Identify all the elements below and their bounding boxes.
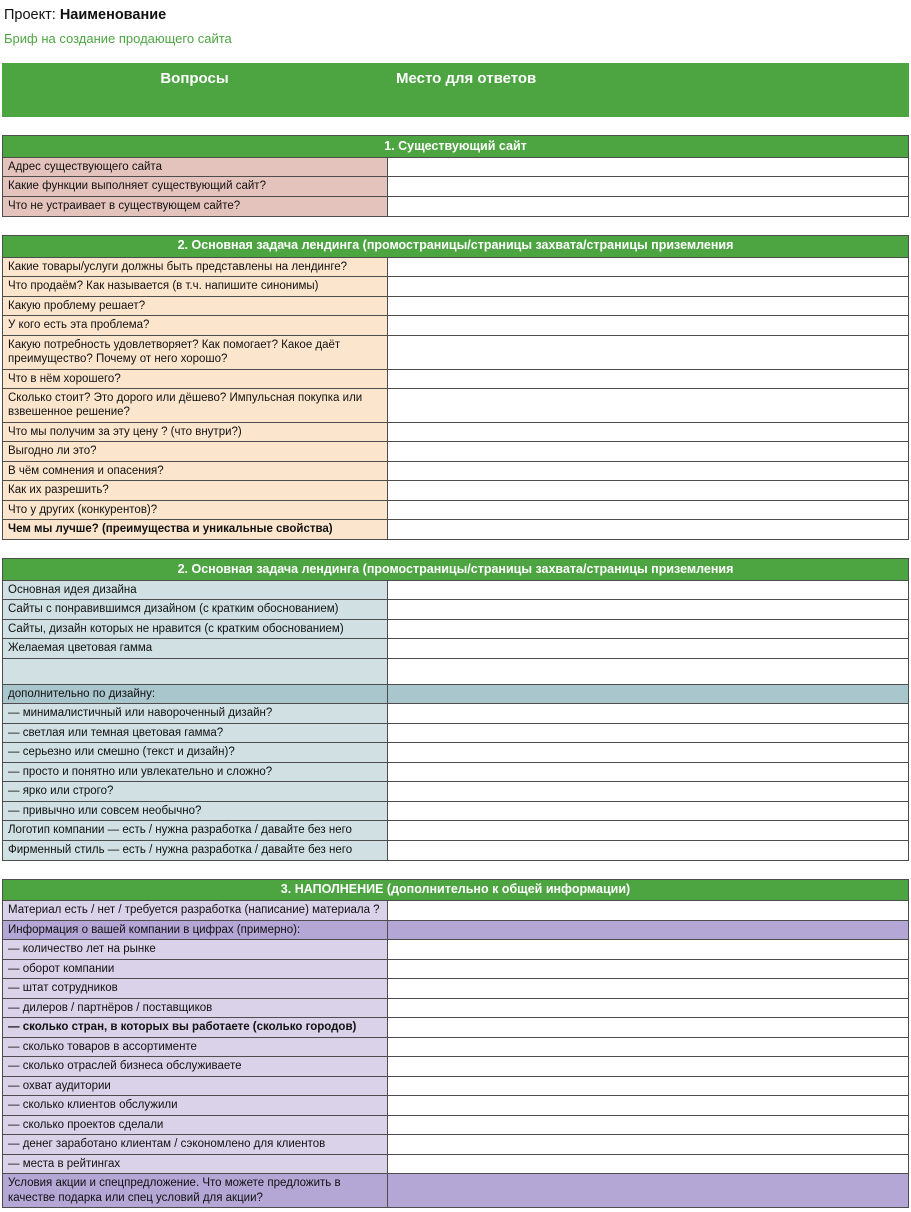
answer-cell[interactable] (388, 1155, 908, 1173)
question-cell: — сколько проектов сделали (3, 1116, 388, 1134)
table-row (3, 659, 908, 685)
project-label: Проект: (4, 7, 56, 23)
question-cell: — сколько отраслей бизнеса обслуживаете (3, 1057, 388, 1075)
answer-cell[interactable] (388, 921, 908, 939)
answer-cell[interactable] (388, 901, 908, 919)
answer-cell[interactable] (388, 724, 908, 742)
answer-cell[interactable] (388, 158, 908, 176)
answer-cell[interactable] (388, 581, 908, 599)
section-header: 3. НАПОЛНЕНИЕ (дополнительно к общей информации) (3, 880, 908, 902)
section-existing-site (2, 135, 909, 217)
question-cell: — светлая или темная цветовая гамма? (3, 724, 388, 742)
table-row (3, 316, 908, 335)
question-cell: Чем мы лучше? (преимущества и уникальные свойства) (3, 520, 388, 539)
sections-container (2, 135, 909, 1208)
answer-cell[interactable] (388, 177, 908, 195)
table-row (3, 297, 908, 316)
section-design (2, 558, 909, 860)
table-row (3, 685, 908, 704)
question-cell: Какую потребность удовлетворяет? Как помогает? Какое даёт преимущество? Почему от него хорошо? (3, 336, 388, 369)
answer-cell[interactable] (388, 423, 908, 441)
question-cell: Логотип компании — есть / нужна разработка / давайте без него (3, 821, 388, 839)
question-cell: Сайты, дизайн которых не нравится (с кратким обоснованием) (3, 620, 388, 638)
table-row (3, 1018, 908, 1037)
section-header: 1. Существующий сайт (3, 136, 908, 158)
table-row (3, 821, 908, 840)
question-cell: Что не устраивает в существующем сайте? (3, 197, 388, 216)
questions-column-header: Вопросы (160, 70, 229, 88)
question-cell: — просто и понятно или увлекательно и сложно? (3, 763, 388, 781)
answer-cell[interactable] (388, 481, 908, 499)
table-row (3, 336, 908, 370)
table-row (3, 704, 908, 723)
question-cell: — места в рейтингах (3, 1155, 388, 1173)
question-cell: — дилеров / партнёров / поставщиков (3, 999, 388, 1017)
table-row (3, 1174, 908, 1207)
answer-cell[interactable] (388, 1116, 908, 1134)
table-row (3, 520, 908, 539)
table-row (3, 1096, 908, 1115)
question-cell: Фирменный стиль — есть / нужна разработка / давайте без него (3, 841, 388, 860)
table-row (3, 370, 908, 389)
brief-subtitle: Бриф на создание продающего сайта (4, 31, 232, 47)
answer-cell[interactable] (388, 316, 908, 334)
table-row (3, 197, 908, 216)
answer-cell[interactable] (388, 442, 908, 460)
question-cell: Материал есть / нет / требуется разработка (написание) материала ? (3, 901, 388, 919)
question-cell: Как их разрешить? (3, 481, 388, 499)
question-cell: — привычно или совсем необычно? (3, 802, 388, 820)
table-row (3, 423, 908, 442)
table-row (3, 802, 908, 821)
question-cell: — сколько клиентов обслужили (3, 1096, 388, 1114)
question-cell: — серьезно или смешно (текст и дизайн)? (3, 743, 388, 761)
table-row (3, 462, 908, 481)
answer-cell[interactable] (388, 979, 908, 997)
question-cell: — сколько товаров в ассортименте (3, 1038, 388, 1056)
question-cell: Информация о вашей компании в цифрах (примерно): (3, 921, 388, 939)
question-cell: — минималистичный или навороченный дизайн? (3, 704, 388, 722)
answer-cell[interactable] (388, 960, 908, 978)
table-row (3, 1155, 908, 1174)
answer-cell[interactable] (388, 501, 908, 519)
answer-cell[interactable] (388, 1077, 908, 1095)
answer-cell[interactable] (388, 685, 908, 703)
answer-cell[interactable] (388, 782, 908, 800)
answer-cell[interactable] (388, 620, 908, 638)
answer-cell[interactable] (388, 659, 908, 684)
answer-cell[interactable] (388, 336, 908, 369)
answer-cell[interactable] (388, 1018, 908, 1036)
answer-cell[interactable] (388, 743, 908, 761)
answer-cell[interactable] (388, 999, 908, 1017)
answer-cell[interactable] (388, 763, 908, 781)
section-content (2, 879, 909, 1208)
answer-cell[interactable] (388, 940, 908, 958)
question-cell: Какие функции выполняет существующий сайт? (3, 177, 388, 195)
question-cell: — оборот компании (3, 960, 388, 978)
question-cell: Условия акции и спецпредложение. Что можете предложить в качестве подарка или спец условий для акции? (3, 1174, 388, 1207)
answer-cell[interactable] (388, 258, 908, 276)
table-row (3, 782, 908, 801)
project-name: Наименование (59, 7, 167, 23)
table-row (3, 277, 908, 296)
table-row (3, 1135, 908, 1154)
answer-cell[interactable] (388, 821, 908, 839)
answer-cell[interactable] (388, 1174, 908, 1207)
section-header: 2. Основная задача лендинга (промостраницы/страницы захвата/страницы приземления (3, 559, 908, 581)
question-cell: Выгодно ли это? (3, 442, 388, 460)
question-cell: Желаемая цветовая гамма (3, 639, 388, 657)
answer-cell[interactable] (388, 841, 908, 860)
table-row (3, 389, 908, 423)
table-row (3, 620, 908, 639)
question-cell: Какие товары/услуги должны быть представлены на лендинге? (3, 258, 388, 276)
question-cell: Какую проблему решает? (3, 297, 388, 315)
answer-cell[interactable] (388, 802, 908, 820)
table-row (3, 600, 908, 619)
table-row (3, 921, 908, 940)
answer-cell[interactable] (388, 1057, 908, 1075)
question-cell: В чём сомнения и опасения? (3, 462, 388, 480)
table-row (3, 841, 908, 860)
question-cell: Что в нём хорошего? (3, 370, 388, 388)
table-row (3, 960, 908, 979)
question-cell: У кого есть эта проблема? (3, 316, 388, 334)
section-landing-task (2, 235, 909, 540)
table-row (3, 1057, 908, 1076)
section-header: 2. Основная задача лендинга (промостраницы/страницы захвата/страницы приземления (3, 236, 908, 258)
question-cell: Сайты с понравившимся дизайном (с кратким обоснованием) (3, 600, 388, 618)
question-cell (3, 659, 388, 684)
question-cell: — штат сотрудников (3, 979, 388, 997)
table-row (3, 763, 908, 782)
question-cell: Что мы получим за эту цену ? (что внутри?) (3, 423, 388, 441)
question-cell: Основная идея дизайна (3, 581, 388, 599)
answer-cell[interactable] (388, 277, 908, 295)
question-cell: Адрес существующего сайта (3, 158, 388, 176)
answer-cell[interactable] (388, 1135, 908, 1153)
table-row (3, 258, 908, 277)
answer-cell[interactable] (388, 297, 908, 315)
answer-cell[interactable] (388, 389, 908, 422)
table-row (3, 481, 908, 500)
question-cell: — охват аудитории (3, 1077, 388, 1095)
table-row (3, 501, 908, 520)
question-cell: Что у других (конкурентов)? (3, 501, 388, 519)
table-row (3, 999, 908, 1018)
table-row (3, 724, 908, 743)
table-row (3, 442, 908, 461)
question-cell: дополнительно по дизайну: (3, 685, 388, 703)
answer-cell[interactable] (388, 520, 908, 539)
table-row (3, 979, 908, 998)
question-cell: — сколько стран, в которых вы работаете (сколько городов) (3, 1018, 388, 1036)
table-row (3, 743, 908, 762)
answer-cell[interactable] (388, 462, 908, 480)
question-cell: — ярко или строго? (3, 782, 388, 800)
table-row (3, 1116, 908, 1135)
question-cell: — денег заработано клиентам / сэкономлено для клиентов (3, 1135, 388, 1153)
answer-cell[interactable] (388, 639, 908, 657)
columns-header (2, 63, 909, 117)
answer-cell[interactable] (388, 1038, 908, 1056)
table-row (3, 901, 908, 920)
table-row (3, 581, 908, 600)
table-row (3, 177, 908, 196)
answers-column-header: Место для ответов (396, 70, 537, 88)
question-cell: Сколько стоит? Это дорого или дёшево? Импульсная покупка или взвешенное решение? (3, 389, 388, 422)
question-cell: — количество лет на рынке (3, 940, 388, 958)
project-title (2, 6, 909, 24)
answer-cell[interactable] (388, 600, 908, 618)
table-row (3, 1077, 908, 1096)
question-cell: Что продаём? Как называется (в т.ч. напишите синонимы) (3, 277, 388, 295)
table-row (3, 639, 908, 658)
answer-cell[interactable] (388, 1096, 908, 1114)
answer-cell[interactable] (388, 370, 908, 388)
answer-cell[interactable] (388, 197, 908, 216)
table-row (3, 1038, 908, 1057)
table-row (3, 158, 908, 177)
table-row (3, 940, 908, 959)
answer-cell[interactable] (388, 704, 908, 722)
